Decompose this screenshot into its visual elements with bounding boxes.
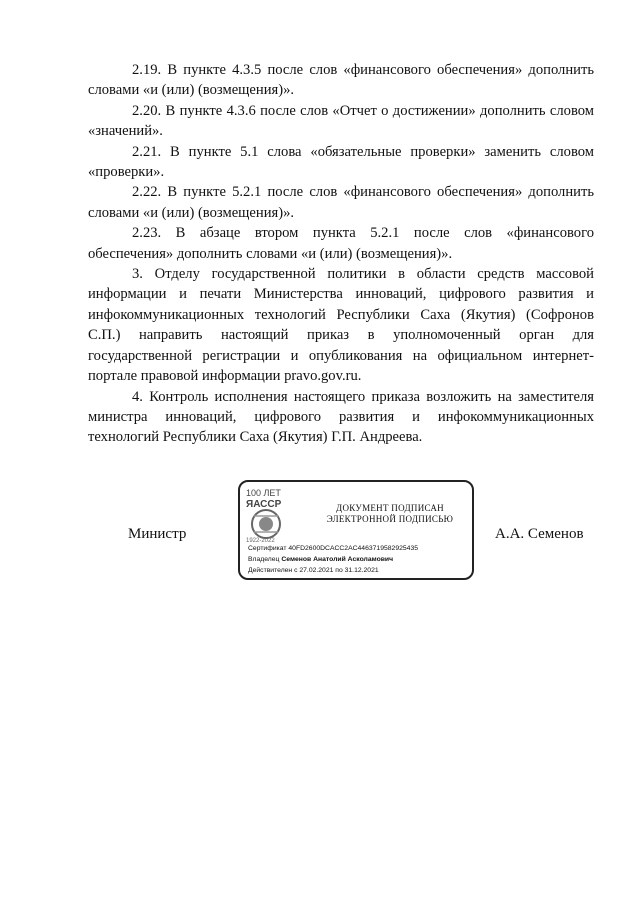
signer-position: Министр [128,526,187,542]
svg-text:1922-2022: 1922-2022 [246,538,275,544]
paragraph-2-23: 2.23. В абзаце втором пункта 5.2.1 после слов «финансового обеспечения» дополнить словами «и (или) (возмещения)». [88,225,594,262]
stamp-validity: Действителен с 27.02.2021 по 31.12.2021 [248,567,379,574]
owner-label: Владелец [248,556,280,563]
stamp-owner-line [248,556,393,563]
stamp-certificate-line [248,545,418,552]
certificate-number: 40FD2600DCACC2AC4463719582925435 [288,545,419,552]
signer-name: А.А. Семенов [495,526,584,542]
svg-text:100 ЛЕТ: 100 ЛЕТ [246,488,281,498]
electronic-signature-stamp [238,480,474,580]
document-body [88,60,594,448]
paragraph-4: 4. Контроль исполнения настоящего приказа возложить на заместителя министра инноваций, цифрового развития и инфокоммуникационных технологий Республики Саха (Якутия) Г.П. Андреева. [88,388,594,446]
paragraph-2-22: 2.22. В пункте 5.2.1 после слов «финансового обеспечения» дополнить словами «и (или) (возмещения)». [88,184,594,221]
svg-text:ЯАССР: ЯАССР [246,499,282,510]
owner-name: Семенов Анатолий Асколамович [281,556,394,563]
certificate-label: Сертификат [248,545,287,552]
yassr-emblem-icon [244,486,302,544]
paragraph-2-21: 2.21. В пункте 5.1 слова «обязательные проверки» заменить словом «проверки». [88,143,594,181]
paragraph-3: 3. Отделу государственной политики в области средств массовой информации и печати Министерства инноваций, цифрового развития и инфокоммуникационных технологий Республики Саха (Якутия) (Софронов С.П.) направить настоящий приказ в уполномоченный орган для государственной регистрации и опубликования на официальном интернет-портале правовой информации pravo.gov.ru. [88,266,594,385]
signature-block [0,480,640,590]
paragraph-2-19: 2.19. В пункте 4.3.5 после слов «финансового обеспечения» дополнить словами «и (или) (возмещения)». [88,62,594,99]
paragraph-2-20: 2.20. В пункте 4.3.6 после слов «Отчет о достижении» дополнить словом «значений». [88,102,594,140]
stamp-title: ДОКУМЕНТ ПОДПИСАН ЭЛЕКТРОННОЙ ПОДПИСЬЮ [326,503,454,524]
